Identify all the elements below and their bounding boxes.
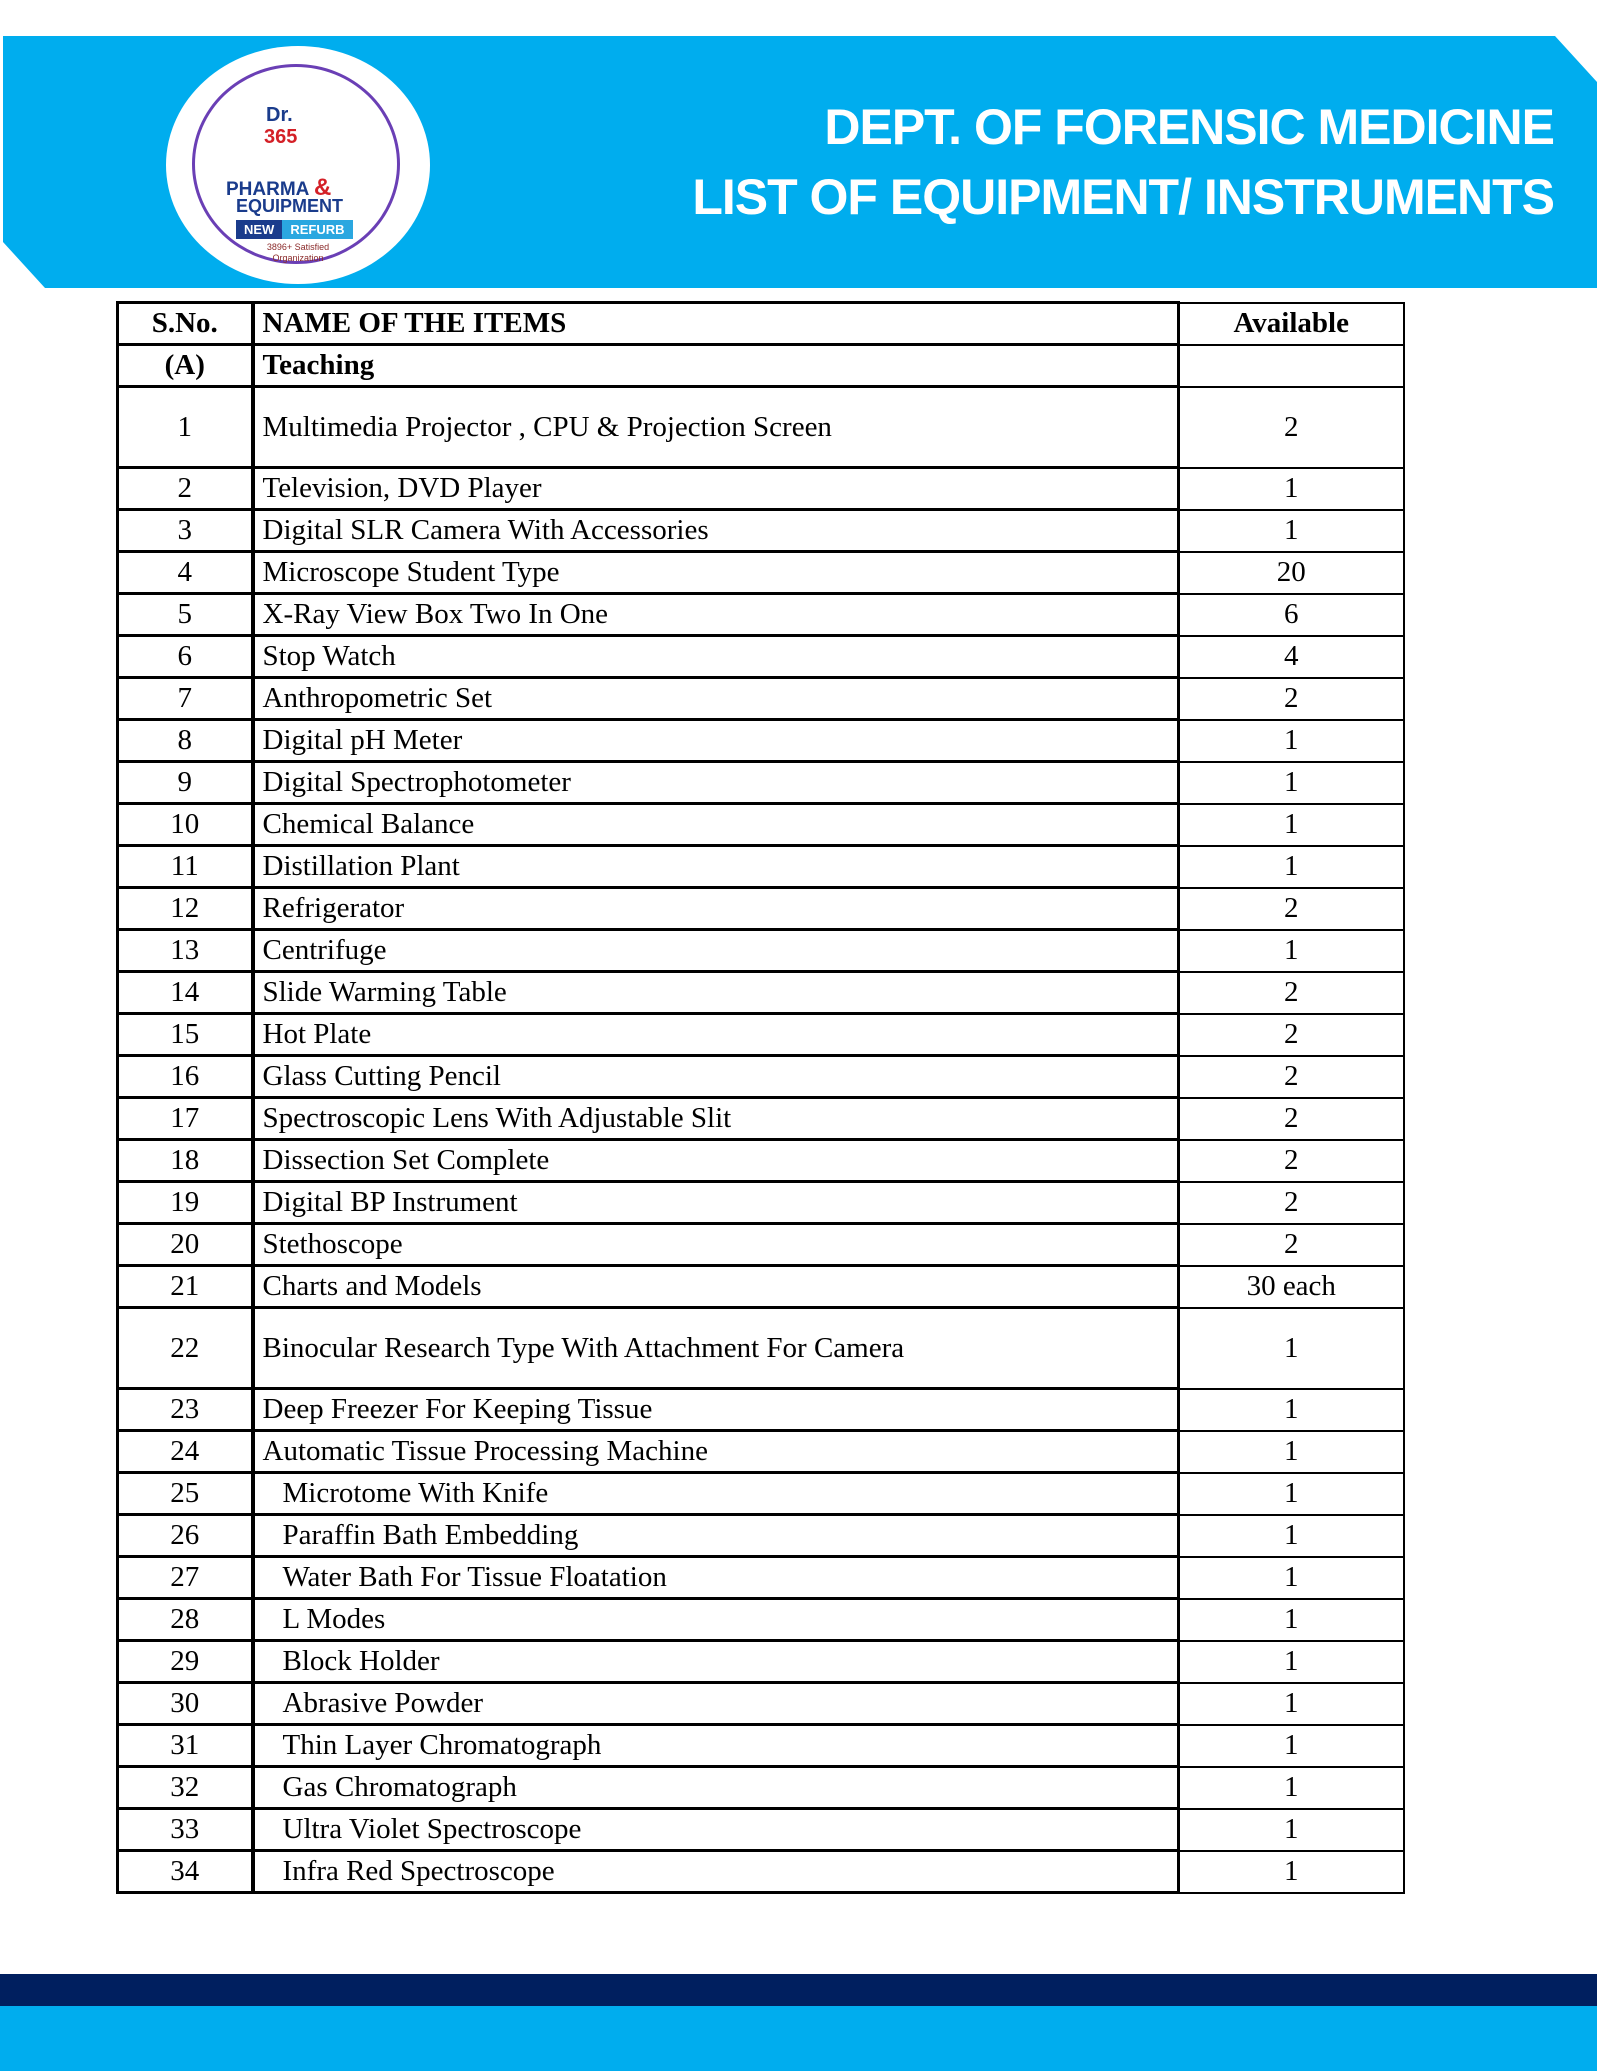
cell-sno: 3	[118, 510, 253, 552]
cell-sno: 28	[118, 1599, 253, 1641]
cell-name: Television, DVD Player	[253, 468, 1179, 510]
page-subtitle: LIST OF EQUIPMENT/ INSTRUMENTS	[692, 169, 1554, 225]
cell-available: 2	[1179, 678, 1404, 720]
cell-sno: 15	[118, 1014, 253, 1056]
cell-name: Dissection Set Complete	[253, 1140, 1179, 1182]
table-row	[118, 1767, 1404, 1809]
table-row	[118, 1389, 1404, 1431]
table-row	[118, 720, 1404, 762]
cell-sno: 12	[118, 888, 253, 930]
cell-name: Centrifuge	[253, 930, 1179, 972]
logo-equipment: EQUIPMENT	[236, 196, 344, 216]
table-row	[118, 1557, 1404, 1599]
table-row	[118, 1641, 1404, 1683]
section-row	[118, 345, 1404, 387]
logo-tags	[236, 220, 353, 239]
company-logo	[166, 46, 430, 284]
cell-available: 1	[1179, 930, 1404, 972]
cell-sno: 29	[118, 1641, 253, 1683]
table-row	[118, 1056, 1404, 1098]
cell-name: Digital BP Instrument	[253, 1182, 1179, 1224]
cell-name: Automatic Tissue Processing Machine	[253, 1431, 1179, 1473]
cell-sno: 6	[118, 636, 253, 678]
cell-sno: 30	[118, 1683, 253, 1725]
table-row	[118, 972, 1404, 1014]
cell-available: 2	[1179, 888, 1404, 930]
cell-sno: 22	[118, 1308, 253, 1389]
table-row	[118, 1431, 1404, 1473]
cell-available: 1	[1179, 804, 1404, 846]
cell-sno: 32	[118, 1767, 253, 1809]
section-name: Teaching	[253, 345, 1179, 387]
cell-available: 1	[1179, 1641, 1404, 1683]
table-row	[118, 1683, 1404, 1725]
header-sno: S.No.	[118, 303, 253, 345]
cell-name: Chemical Balance	[253, 804, 1179, 846]
cell-available: 6	[1179, 594, 1404, 636]
cell-sno: 1	[118, 387, 253, 468]
cell-available: 1	[1179, 846, 1404, 888]
table-row	[118, 387, 1404, 468]
cell-available: 2	[1179, 1224, 1404, 1266]
cell-available: 1	[1179, 762, 1404, 804]
cell-available: 1	[1179, 1308, 1404, 1389]
cell-name: Ultra Violet Spectroscope	[253, 1809, 1179, 1851]
cell-name: Hot Plate	[253, 1014, 1179, 1056]
cell-available: 1	[1179, 1767, 1404, 1809]
cell-available: 1	[1179, 468, 1404, 510]
cell-name: Slide Warming Table	[253, 972, 1179, 1014]
cell-name: Charts and Models	[253, 1266, 1179, 1308]
cell-available: 2	[1179, 387, 1404, 468]
logo-dr: Dr.	[266, 104, 293, 126]
cell-name: L Modes	[253, 1599, 1179, 1641]
cell-available: 1	[1179, 1809, 1404, 1851]
cell-sno: 14	[118, 972, 253, 1014]
cell-available: 2	[1179, 1014, 1404, 1056]
cell-name: Stop Watch	[253, 636, 1179, 678]
cell-name: X-Ray View Box Two In One	[253, 594, 1179, 636]
cell-name: Microscope Student Type	[253, 552, 1179, 594]
cell-name: Stethoscope	[253, 1224, 1179, 1266]
cell-available: 2	[1179, 1056, 1404, 1098]
cell-sno: 2	[118, 468, 253, 510]
cell-available: 2	[1179, 1098, 1404, 1140]
cell-sno: 31	[118, 1725, 253, 1767]
table-row	[118, 1599, 1404, 1641]
table-row	[118, 1851, 1404, 1893]
cell-available: 1	[1179, 1431, 1404, 1473]
cell-name: Anthropometric Set	[253, 678, 1179, 720]
cell-sno: 26	[118, 1515, 253, 1557]
cell-available: 1	[1179, 1851, 1404, 1893]
cell-available: 2	[1179, 1140, 1404, 1182]
page-title: DEPT. OF FORENSIC MEDICINE	[824, 99, 1554, 155]
cell-sno: 5	[118, 594, 253, 636]
cell-sno: 25	[118, 1473, 253, 1515]
cell-available: 1	[1179, 510, 1404, 552]
cell-name: Spectroscopic Lens With Adjustable Slit	[253, 1098, 1179, 1140]
table-row	[118, 510, 1404, 552]
table-row	[118, 594, 1404, 636]
cell-available: 1	[1179, 1515, 1404, 1557]
cell-available: 30 each	[1179, 1266, 1404, 1308]
cell-available: 1	[1179, 1683, 1404, 1725]
table-row	[118, 1266, 1404, 1308]
cell-available: 1	[1179, 1389, 1404, 1431]
cell-name: Thin Layer Chromatograph	[253, 1725, 1179, 1767]
logo-number: 365	[264, 126, 298, 148]
cell-name: Infra Red Spectroscope	[253, 1851, 1179, 1893]
table-row	[118, 636, 1404, 678]
cell-sno: 10	[118, 804, 253, 846]
cell-sno: 33	[118, 1809, 253, 1851]
cell-sno: 19	[118, 1182, 253, 1224]
header-available: Available	[1179, 303, 1404, 345]
cell-sno: 11	[118, 846, 253, 888]
cell-sno: 20	[118, 1224, 253, 1266]
table-row	[118, 678, 1404, 720]
cell-available: 2	[1179, 1182, 1404, 1224]
cell-sno: 7	[118, 678, 253, 720]
table-header-row	[118, 303, 1404, 345]
cell-name: Gas Chromatograph	[253, 1767, 1179, 1809]
footer-light-band	[0, 2006, 1597, 2071]
table-row	[118, 552, 1404, 594]
cell-name: Digital SLR Camera With Accessories	[253, 510, 1179, 552]
cell-sno: 27	[118, 1557, 253, 1599]
cell-available: 1	[1179, 1473, 1404, 1515]
cell-sno: 23	[118, 1389, 253, 1431]
header-name: NAME OF THE ITEMS	[253, 303, 1179, 345]
cell-name: Water Bath For Tissue Floatation	[253, 1557, 1179, 1599]
table-row	[118, 1473, 1404, 1515]
cell-name: Binocular Research Type With Attachment For Camera	[253, 1308, 1179, 1389]
cell-name: Block Holder	[253, 1641, 1179, 1683]
logo-satisfied: 3896+ Satisfied Organization	[266, 242, 330, 263]
cell-available: 2	[1179, 972, 1404, 1014]
cell-name: Multimedia Projector , CPU & Projection Screen	[253, 387, 1179, 468]
table-row	[118, 1140, 1404, 1182]
table-row	[118, 1098, 1404, 1140]
table-row	[118, 1515, 1404, 1557]
section-sno: (A)	[118, 345, 253, 387]
cell-name: Paraffin Bath Embedding	[253, 1515, 1179, 1557]
cell-name: Deep Freezer For Keeping Tissue	[253, 1389, 1179, 1431]
table-row	[118, 888, 1404, 930]
cell-sno: 24	[118, 1431, 253, 1473]
cell-name: Microtome With Knife	[253, 1473, 1179, 1515]
cell-name: Glass Cutting Pencil	[253, 1056, 1179, 1098]
cell-sno: 17	[118, 1098, 253, 1140]
logo-tag-refurb: REFURB	[282, 220, 352, 239]
logo-pharma-text: PHARMA	[226, 179, 309, 200]
table-row	[118, 930, 1404, 972]
cell-available: 1	[1179, 1557, 1404, 1599]
cell-available: 20	[1179, 552, 1404, 594]
table-row	[118, 1014, 1404, 1056]
cell-available: 1	[1179, 1599, 1404, 1641]
cell-name: Digital pH Meter	[253, 720, 1179, 762]
section-available	[1179, 345, 1404, 387]
cell-sno: 34	[118, 1851, 253, 1893]
cell-name: Distillation Plant	[253, 846, 1179, 888]
logo-tag-new: NEW	[236, 220, 282, 239]
footer-dark-band	[0, 1974, 1597, 2006]
table-row	[118, 1308, 1404, 1389]
cell-name: Abrasive Powder	[253, 1683, 1179, 1725]
table-row	[118, 1182, 1404, 1224]
cell-available: 1	[1179, 1725, 1404, 1767]
table-row	[118, 846, 1404, 888]
table-row	[118, 468, 1404, 510]
cell-available: 4	[1179, 636, 1404, 678]
cell-name: Digital Spectrophotometer	[253, 762, 1179, 804]
table-row	[118, 804, 1404, 846]
table-row	[118, 762, 1404, 804]
cell-available: 1	[1179, 720, 1404, 762]
table-row	[118, 1224, 1404, 1266]
cell-sno: 16	[118, 1056, 253, 1098]
cell-sno: 21	[118, 1266, 253, 1308]
cell-sno: 8	[118, 720, 253, 762]
cell-name: Refrigerator	[253, 888, 1179, 930]
cell-sno: 13	[118, 930, 253, 972]
cell-sno: 4	[118, 552, 253, 594]
equipment-table	[116, 301, 1405, 1894]
logo-amp: &	[313, 174, 332, 201]
table-row	[118, 1725, 1404, 1767]
table-row	[118, 1809, 1404, 1851]
cell-sno: 18	[118, 1140, 253, 1182]
cell-sno: 9	[118, 762, 253, 804]
